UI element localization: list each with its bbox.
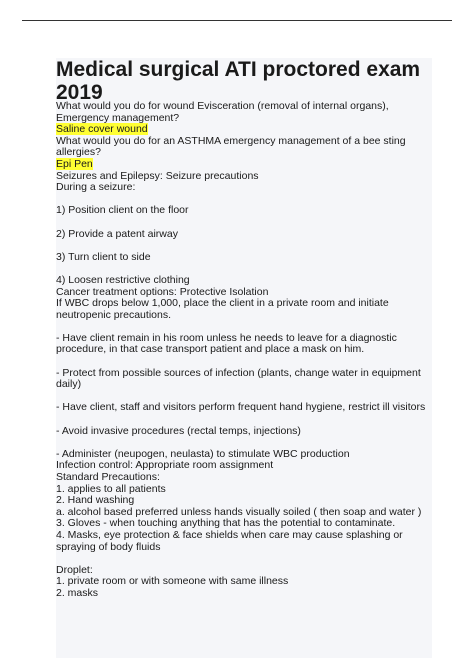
line-text: Cancer treatment options: Protective Isolation — [56, 285, 269, 298]
line-text: Droplet: — [56, 563, 93, 576]
line-text: 4. Masks, eye protection & face shields when care may cause splashing or spraying of body fluids — [56, 528, 403, 553]
line-text: - Have client remain in his room unless he needs to leave for a diagnostic procedure, in that case transport patient and place a mask on him. — [56, 331, 397, 356]
line-text: If WBC drops below 1,000, place the client in a private room and initiate neutropenic precautions. — [56, 297, 389, 321]
text-line — [56, 368, 440, 391]
top-divider — [22, 20, 452, 21]
text-line — [56, 530, 440, 553]
text-line — [56, 101, 440, 124]
text-line — [56, 252, 440, 264]
document-body — [56, 101, 440, 600]
line-text: 4) Loosen restrictive clothing — [56, 273, 190, 286]
text-line — [56, 298, 440, 321]
line-text: 1) Position client on the floor — [56, 204, 189, 217]
line-text: 2. Hand washing — [56, 494, 135, 507]
text-line — [56, 229, 440, 241]
blank-line — [56, 553, 440, 565]
line-text: 1. applies to all patients — [56, 482, 166, 495]
line-text: 2) Provide a patent airway — [56, 227, 178, 240]
line-text: 2. masks — [56, 586, 99, 599]
line-text: - Avoid invasive procedures (rectal temps, injections) — [56, 424, 301, 437]
document-title — [56, 58, 436, 104]
line-text: - Have client, staff and visitors perform frequent hand hygiene, restrict ill visitors — [56, 401, 426, 414]
title-line-1: Medical surgical ATI proctored exam — [56, 58, 421, 81]
text-line — [56, 182, 440, 194]
text-line — [56, 576, 440, 588]
line-text: a. alcohol based preferred unless hands visually soiled ( then soap and water ) — [56, 505, 422, 518]
line-text: 3) Turn client to side — [56, 250, 151, 263]
text-line — [56, 333, 440, 356]
title-line-2: 2019 — [56, 81, 103, 104]
text-line — [56, 402, 440, 414]
line-text: Standard Precautions: — [56, 471, 160, 483]
text-line — [56, 426, 440, 438]
line-text: What would you do for wound Evisceration (removal of internal organs), Emergency management? — [56, 100, 389, 124]
line-text: Epi Pen — [56, 157, 93, 170]
line-text: Seizures and Epilepsy: Seizure precautions — [56, 169, 259, 182]
text-line — [56, 136, 440, 159]
line-text: 1. private room or with someone with same illness — [56, 575, 289, 588]
line-text: - Administer (neupogen, neulasta) to stimulate WBC production — [56, 447, 350, 460]
line-text: 3. Gloves - when touching anything that has the potential to contaminate. — [56, 517, 396, 530]
line-text: Saline cover wound — [56, 123, 148, 136]
text-line — [56, 205, 440, 217]
line-text: - Protect from possible sources of infection (plants, change water in equipment daily) — [56, 366, 421, 391]
text-line — [56, 588, 440, 600]
line-text: What would you do for an ASTHMA emergency management of a bee sting allergies? — [56, 134, 406, 159]
line-text: During a seizure: — [56, 181, 136, 194]
line-text: Infection control: Appropriate room assignment — [56, 459, 274, 472]
